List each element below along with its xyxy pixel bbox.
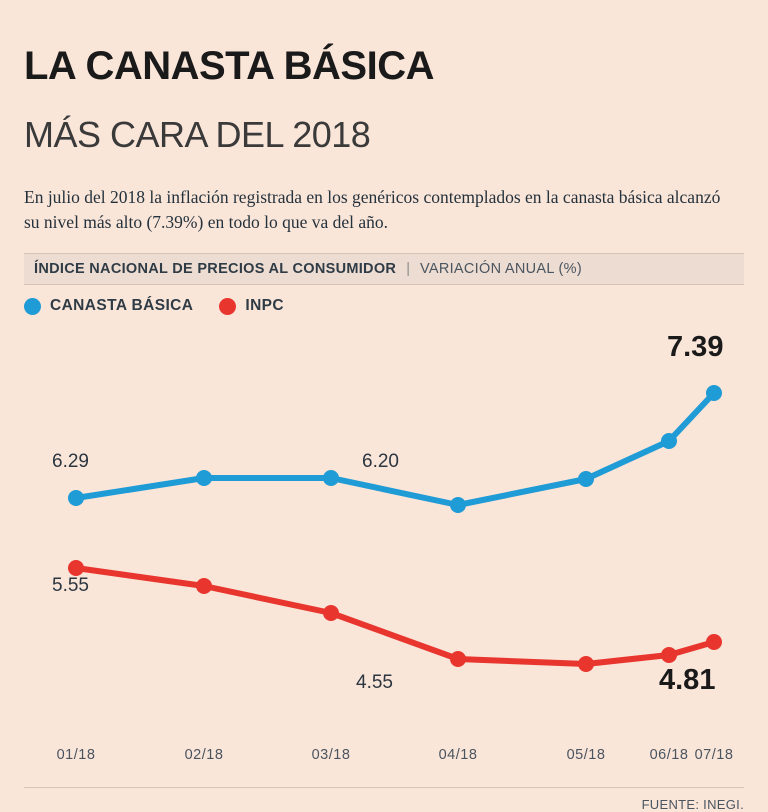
data-point-canasta-basica-04-18 [450,497,466,513]
series-line-inpc [76,568,714,664]
x-tick-02-18: 02/18 [184,747,224,764]
point-label-canasta-basica-last: 7.39 [667,331,724,364]
data-point-inpc-07-18 [706,634,722,650]
data-point-canasta-basica-06-18 [661,433,677,449]
source-note: FUENTE: INEGI. [641,797,744,812]
data-point-inpc-03-18 [323,605,339,621]
legend-item-canasta-basica [24,297,193,315]
legend-label-inpc: INPC [245,297,285,315]
data-point-inpc-01-18 [68,560,84,576]
legend-item-inpc [219,297,284,315]
page-title: LA CANASTA BÁSICA [24,43,434,88]
legend-swatch-canasta-basica [24,298,41,315]
page-subtitle: MÁS CARA DEL 2018 [24,113,371,155]
x-tick-04-18: 04/18 [438,747,478,764]
x-axis [24,747,744,781]
data-point-inpc-05-18 [578,656,594,672]
data-point-canasta-basica-02-18 [196,470,212,486]
data-point-inpc-04-18 [450,651,466,667]
infographic-page [0,27,768,812]
chart-header-bar [24,253,744,285]
x-tick-01-18: 01/18 [56,747,96,764]
x-tick-05-18: 05/18 [566,747,606,764]
legend-label-canasta-basica: CANASTA BÁSICA [50,297,194,315]
deck-text: En julio del 2018 la inflación registrada en los genéricos contemplados en la canasta básica alcanzó su nivel más alto (7.39%) en todo lo que va del año. [24,186,721,233]
legend-swatch-inpc [219,298,236,315]
chart-header-separator: | [406,261,410,278]
data-point-canasta-basica-05-18 [578,471,594,487]
point-label-inpc-mid: 4.55 [356,672,393,694]
data-point-inpc-02-18 [196,578,212,594]
chart-header-unit: VARIACIÓN ANUAL (%) [419,261,582,278]
chart-header-title: ÍNDICE NACIONAL DE PRECIOS AL CONSUMIDOR [34,261,397,278]
x-tick-03-18: 03/18 [311,747,351,764]
data-point-canasta-basica-01-18 [68,490,84,506]
x-tick-06-18: 06/18 [649,747,689,764]
chart-legend [24,297,744,315]
data-point-canasta-basica-07-18 [706,385,722,401]
point-label-inpc-first: 5.55 [52,575,89,597]
point-label-inpc-last: 4.81 [659,664,716,697]
data-point-canasta-basica-03-18 [323,470,339,486]
point-label-canasta-basica-mid: 6.20 [362,451,399,473]
x-tick-07-18: 07/18 [694,747,734,764]
data-point-inpc-06-18 [661,647,677,663]
point-label-canasta-basica-first: 6.29 [52,451,89,473]
chart-plot-area [24,319,744,749]
series-line-canasta-basica [76,393,714,505]
